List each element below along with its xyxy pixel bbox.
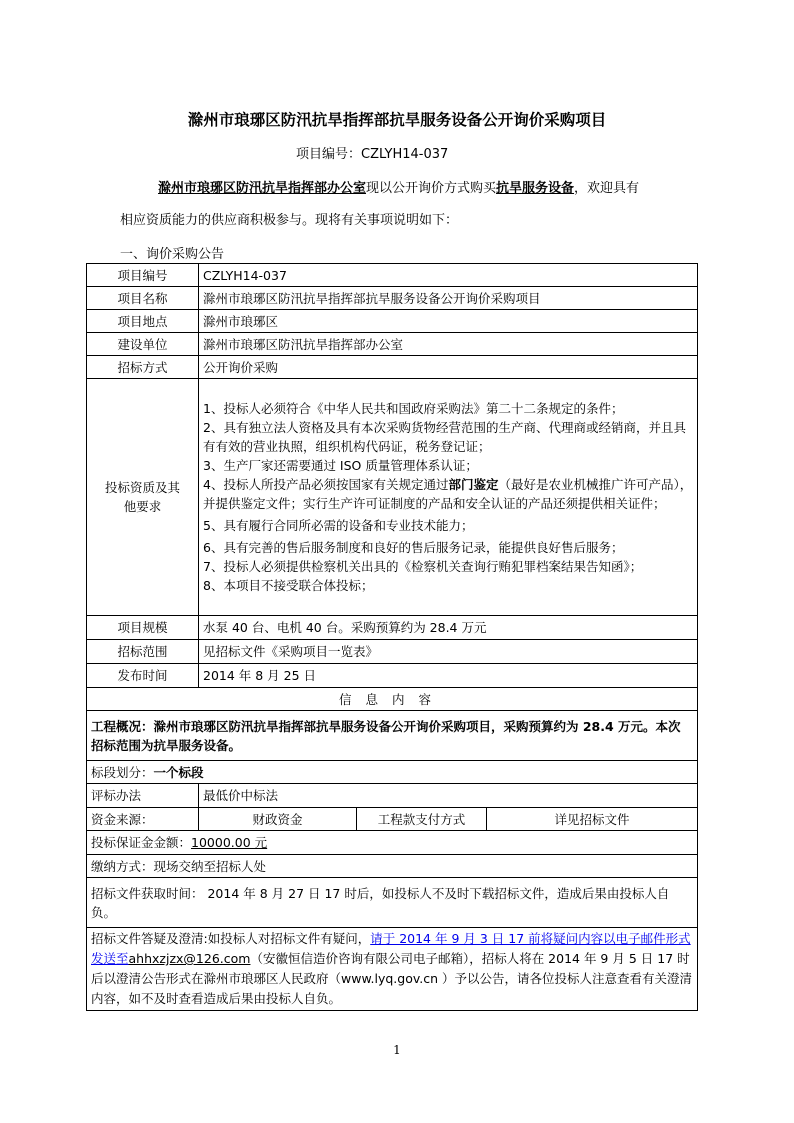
requirement-item: 8、本项目不接受联合体投标； <box>203 578 374 593</box>
eval-label: 评标办法 <box>87 784 199 808</box>
section-heading: 一、询价采购公告 <box>120 247 225 262</box>
section-division-row <box>87 761 698 784</box>
table-row <box>87 664 698 688</box>
row-label: 项目名称 <box>87 287 199 310</box>
project-number-line: 项目编号：CZLYH14-037 <box>296 147 449 162</box>
document-title: 滁州市琅琊区防汛抗旱指挥部抗旱服务设备公开询价采购项目 <box>187 110 607 129</box>
requirement-item: 6、具有完善的售后服务制度和良好的售后服务记录，能提供良好售后服务； <box>203 540 624 555</box>
requirement-item: 5、具有履行合同所必需的设备和专业技术能力； <box>203 518 474 533</box>
row-value: CZLYH14-037 <box>199 264 698 287</box>
funds-row <box>87 808 698 831</box>
requirements-list <box>199 379 698 616</box>
table-row <box>87 310 698 333</box>
intro-text-tail: ，欢迎具有 <box>574 181 640 196</box>
deposit: 投标保证金金额：10000.00 元 <box>87 831 698 855</box>
info-header-row <box>87 688 698 711</box>
intro-text: 现以公开询价方式购买 <box>366 181 497 196</box>
doc-acquire-time: 招标文件获取时间： 2014 年 8 月 27 日 17 时后，如投标人不及时下载招标文件，造成后果由投标人自负。 <box>87 878 698 928</box>
payment-value: 详见招标文件 <box>487 808 698 831</box>
agency-name: 滁州市琅琊区防汛抗旱指挥部办公室 <box>158 181 367 196</box>
email-address[interactable]: ahhxzjzx@126.com <box>128 951 251 966</box>
overview-row <box>87 711 698 761</box>
row-label: 招标方式 <box>87 356 199 379</box>
section-division-value: 一个标段 <box>153 764 204 780</box>
row-value: 水泵 40 台、电机 40 台。采购预算约为 28.4 万元 <box>199 616 698 640</box>
purchase-item: 抗旱服务设备 <box>496 181 575 196</box>
funds-label: 资金来源： <box>87 808 199 831</box>
section-division: 标段划分：一个标段 <box>87 761 698 784</box>
table-row <box>87 640 698 664</box>
row-value: 2014 年 8 月 25 日 <box>199 664 698 688</box>
project-overview: 工程概况：滁州市琅琊区防汛抗旱指挥部抗旱服务设备公开询价采购项目，采购预算约为 28.4 万元。本次招标范围为抗旱服务设备。 <box>87 711 698 761</box>
eval-value: 最低价中标法 <box>199 784 698 808</box>
requirement-item: 1、投标人必须符合《中华人民共和国政府采购法》第二十二条规定的条件； <box>203 401 624 416</box>
table-row <box>87 616 698 640</box>
announcement-table <box>86 263 698 1011</box>
clarification: 招标文件答疑及澄清:如投标人对招标文件有疑问，请于 2014 年 9 月 3 日 17 前将疑问内容以电子邮件形式发送至ahhxzjzx@126.com（安徽恒信造价咨询有限公司电子邮箱），招标人将在 2014 年 9 月 5 日 17 时后以澄清公告形式在滁州市琅琊区人民政府（www.lyq.gov.cn ）予以公告，请各位投标人注意查看有关澄清内容，如不及时查看造成后果由投标人自负。 <box>87 928 698 1011</box>
requirement-item: 3、生产厂家还需要通过 ISO 质量管理体系认证； <box>203 458 478 473</box>
row-label: 建设单位 <box>87 333 199 356</box>
pay-method: 缴纳方式：现场交纳至招标人处 <box>87 855 698 878</box>
table-row <box>87 356 698 379</box>
intro-paragraph-line2: 相应资质能力的供应商积极参与。现将有关事项说明如下： <box>120 213 459 228</box>
funds-value: 财政资金 <box>199 808 357 831</box>
requirements-row <box>87 379 698 616</box>
page-number: 1 <box>393 1043 401 1057</box>
row-value: 滁州市琅琊区防汛抗旱指挥部抗旱服务设备公开询价采购项目 <box>199 287 698 310</box>
table-row <box>87 333 698 356</box>
info-header: 信息内容 <box>87 688 698 711</box>
row-value: 公开询价采购 <box>199 356 698 379</box>
deposit-row <box>87 831 698 855</box>
row-value: 滁州市琅琊区 <box>199 310 698 333</box>
table-row <box>87 287 698 310</box>
payment-label: 工程款支付方式 <box>357 808 487 831</box>
row-label: 项目地点 <box>87 310 199 333</box>
dept-appraisal: 部门鉴定 <box>448 477 499 492</box>
eval-row <box>87 784 698 808</box>
requirements-label: 投标资质及其 他要求 <box>87 379 199 616</box>
table-row <box>87 264 698 287</box>
row-value: 见招标文件《采购项目一览表》 <box>199 640 698 664</box>
deposit-amount: 10000.00 元 <box>191 835 268 850</box>
requirement-item: 4、投标人所投产品必须按国家有关规定通过部门鉴定（最好是农业机械推广许可产品），并提供鉴定文件；实行生产许可证制度的产品和安全认证的产品还须提供相关证件； <box>203 477 693 511</box>
row-value: 滁州市琅琊区防汛抗旱指挥部办公室 <box>199 333 698 356</box>
row-label: 项目规模 <box>87 616 199 640</box>
row-label: 项目编号 <box>87 264 199 287</box>
clarify-link[interactable]: 请于 2014 年 9 月 3 日 17 前将疑问内容以电子邮件形式发送至 <box>91 931 691 966</box>
clarify-row <box>87 928 698 1011</box>
row-label: 招标范围 <box>87 640 199 664</box>
requirement-item: 7、投标人必须提供检察机关出具的《检察机关查询行贿犯罪档案结果告知函》； <box>203 559 643 574</box>
pay-method-row <box>87 855 698 878</box>
row-label: 发布时间 <box>87 664 199 688</box>
requirement-item: 2、具有独立法人资格及具有本次采购货物经营范围的生产商、代理商或经销商，并且具有有效的营业执照，组织机构代码证，税务登记证； <box>203 420 686 454</box>
doc-time-row <box>87 878 698 928</box>
intro-paragraph <box>158 177 639 196</box>
